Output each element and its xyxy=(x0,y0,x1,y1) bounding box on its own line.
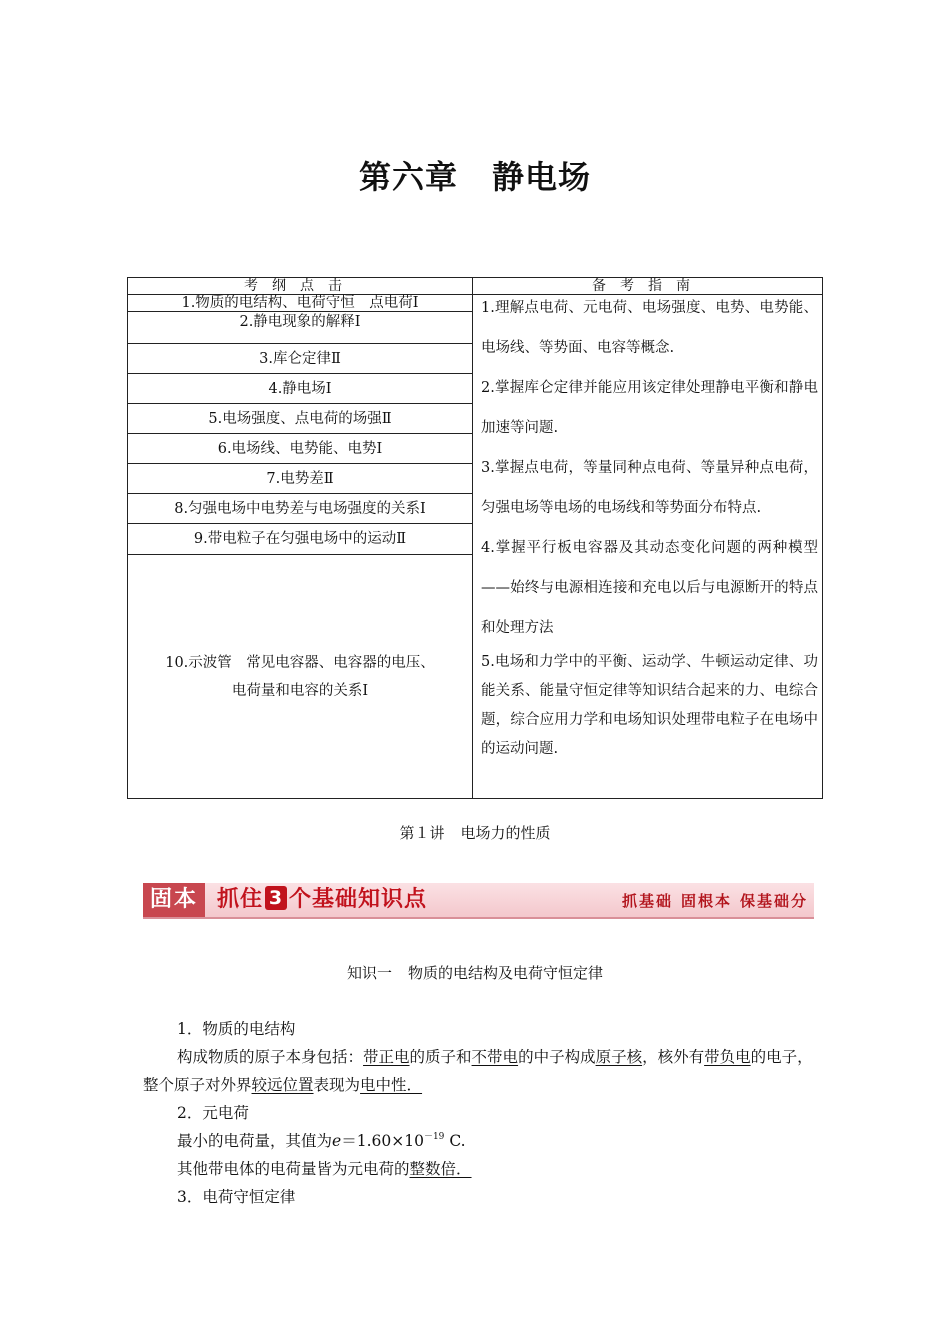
exam-point-2: 2.静电现象的解释Ⅰ xyxy=(128,312,472,344)
s2-text-a: 最小的电荷量，其值为 xyxy=(177,1132,333,1150)
slogan-1: 抓基础 xyxy=(621,892,673,910)
blank-far-position: 较远位置 xyxy=(251,1076,314,1094)
guide-item-3: 3.掌握点电荷，等量同种点电荷、等量异种点电荷，匀强电场等电场的电场线和等势面分布特点. xyxy=(481,460,818,516)
s1-text-a: 构成物质的原子本身包括： xyxy=(177,1048,364,1066)
header-study-guide: 备考指南 xyxy=(592,278,704,294)
exam-point-9: 9.带电粒子在匀强电场中的运动Ⅱ xyxy=(128,524,472,555)
lesson-title xyxy=(0,822,950,843)
banner-heading xyxy=(217,883,427,917)
exam-point-8: 8.匀强电场中电势差与电场强度的关系Ⅰ xyxy=(128,494,472,524)
header-exam-points: 考纲点击 xyxy=(244,278,356,294)
slogan-2: 固根本 xyxy=(680,892,732,910)
s1-text-g: ，核外有 xyxy=(642,1048,705,1066)
exam-point-4: 4.静电场Ⅰ xyxy=(128,374,472,404)
knowledge-body xyxy=(143,1015,814,1211)
blank-neutral: 不带电 xyxy=(471,1048,519,1066)
section-3-heading: 3．电荷守恒定律 xyxy=(177,1188,296,1206)
section-2-text-2 xyxy=(143,1155,814,1183)
study-guide-list xyxy=(481,288,818,764)
knowledge-title xyxy=(0,962,950,983)
slogan-3: 保基础分 xyxy=(739,892,808,910)
banner-heading-b: 个基础知识点 xyxy=(289,887,428,912)
s2-exponent: －19 xyxy=(423,1132,445,1142)
s1-text-k: 表现为 xyxy=(313,1076,361,1094)
s2-unit: C. xyxy=(444,1132,466,1150)
exam-point-1: 1.物质的电结构、电荷守恒 点电荷Ⅰ xyxy=(128,295,472,312)
blank-positive-charge: 带正电 xyxy=(363,1048,410,1066)
blank-negative-charge: 带负电 xyxy=(704,1048,751,1066)
table-column-divider xyxy=(472,278,473,798)
s2-value: ＝1.60×10 xyxy=(341,1132,424,1150)
exam-point-5: 5.电场强度、点电荷的场强Ⅱ xyxy=(128,404,472,434)
banner-slogan xyxy=(622,883,808,917)
exam-point-6: 6.电场线、电势能、电势Ⅰ xyxy=(128,434,472,464)
lesson-number: 第１讲 xyxy=(399,824,445,842)
chapter-title xyxy=(0,152,950,198)
symbol-e: e xyxy=(332,1132,342,1150)
section-banner xyxy=(143,883,814,919)
s1-text-i: 的电子，整个原子对外界 xyxy=(143,1048,813,1094)
blank-integer-multiple: 整数倍． xyxy=(409,1160,472,1178)
guide-item-1: 1.理解点电荷、元电荷、电场强度、电势、电势能、电场线、等势面、电容等概念. xyxy=(481,300,818,356)
guide-item-4: 4.掌握平行板电容器及其动态变化问题的两种模型——始终与电源相连接和充电以后与电源断开的特点和处理方法 xyxy=(481,540,818,636)
lesson-topic: 电场力的性质 xyxy=(460,824,551,842)
s1-text-c: 的质子和 xyxy=(409,1048,472,1066)
exam-point-10-line1: 10.示波管 常见电容器、电容器的电压、 xyxy=(165,655,435,671)
blank-nucleus: 原子核 xyxy=(595,1048,643,1066)
guide-item-5: 5.电场和力学中的平衡、运动学、牛顿运动定律、功能关系、能量守恒定律等知识结合起来的力、电综合题，综合应用力学和电场知识处理带电粒子在电场中的运动问题. xyxy=(481,654,818,757)
knowledge-number: 知识一 xyxy=(346,964,392,982)
blank-electrically-neutral: 电中性． xyxy=(360,1076,423,1094)
s2-text-d: 其他带电体的电荷量皆为元电荷的 xyxy=(177,1160,410,1178)
section-1-text xyxy=(143,1043,814,1099)
guide-item-2: 2.掌握库仑定律并能应用该定律处理静电平衡和静电加速等问题. xyxy=(481,380,818,436)
exam-point-10-line2: 电荷量和电容的关系Ⅰ xyxy=(231,683,369,699)
knowledge-topic: 物质的电结构及电荷守恒定律 xyxy=(408,964,604,982)
banner-number: 3 xyxy=(265,886,287,910)
chapter-title-topic: 静电场 xyxy=(492,158,592,196)
exam-point-3: 3.库仑定律Ⅱ xyxy=(128,344,472,374)
banner-tag: 固本 xyxy=(143,883,205,917)
chapter-title-number: 第六章 xyxy=(358,158,458,196)
section-2-heading: 2．元电荷 xyxy=(177,1104,249,1122)
banner-heading-a: 抓住 xyxy=(217,887,264,912)
section-2-text-1 xyxy=(143,1127,814,1155)
exam-point-10 xyxy=(128,555,472,799)
s1-text-e: 的中子构成 xyxy=(518,1048,596,1066)
exam-outline-table xyxy=(127,277,823,799)
exam-point-7: 7.电势差Ⅱ xyxy=(128,464,472,494)
section-1-heading: 1．物质的电结构 xyxy=(177,1020,296,1038)
